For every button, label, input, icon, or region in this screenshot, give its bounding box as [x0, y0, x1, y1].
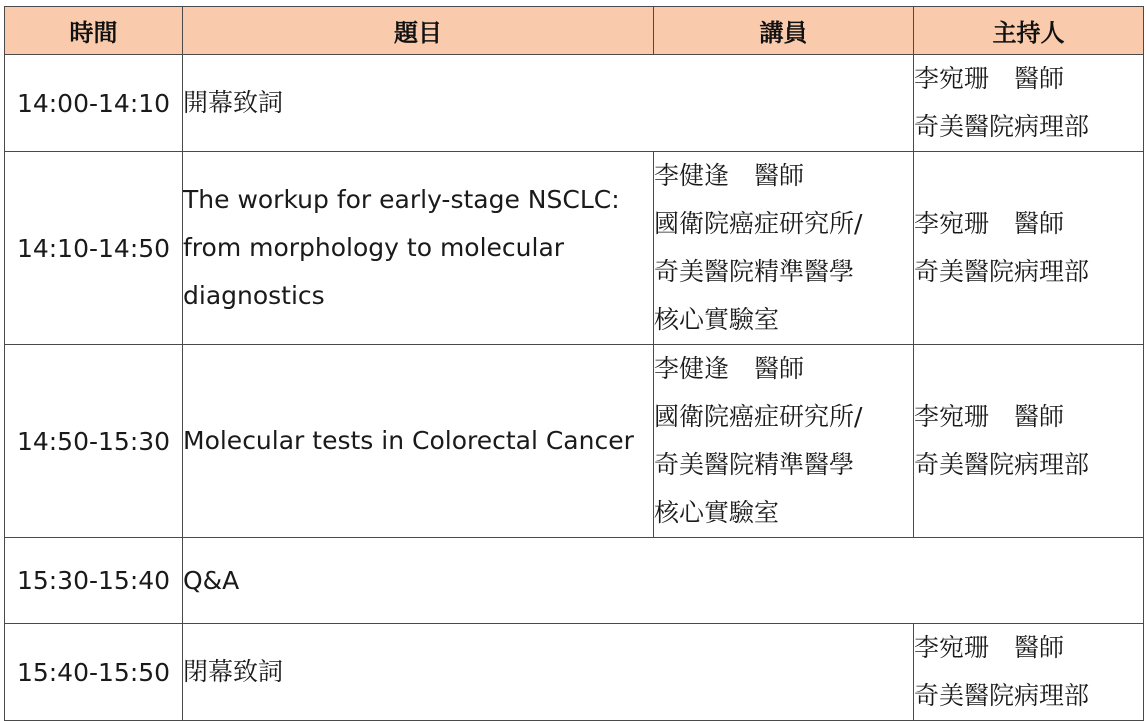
host-name: 李宛珊 醫師	[914, 633, 1065, 662]
speaker-name: 李健逢 醫師	[654, 354, 805, 383]
table-row-opening	[5, 55, 1144, 152]
speaker-affil-3: 核心實驗室	[654, 305, 780, 334]
time-cell: 15:40-15:50	[5, 624, 183, 721]
header-row	[5, 7, 1144, 55]
host-dept: 奇美醫院病理部	[914, 112, 1090, 141]
speaker-name: 李健逢 醫師	[654, 161, 805, 190]
host-name: 李宛珊 醫師	[914, 402, 1065, 431]
header-topic: 題目	[183, 7, 654, 55]
host-name: 李宛珊 醫師	[914, 209, 1065, 238]
topic-cell: 閉幕致詞	[183, 624, 914, 721]
topic-cell: Molecular tests in Colorectal Cancer	[183, 345, 654, 538]
topic-cell: 開幕致詞	[183, 55, 914, 152]
table-row-closing	[5, 624, 1144, 721]
table-row-qa	[5, 538, 1144, 624]
schedule-table	[4, 6, 1144, 721]
topic-cell: The workup for early-stage NSCLC: from morphology to molecular diagnostics	[183, 152, 654, 345]
speaker-cell	[654, 152, 914, 345]
header-time: 時間	[5, 7, 183, 55]
time-cell: 15:30-15:40	[5, 538, 183, 624]
speaker-affil-3: 核心實驗室	[654, 498, 780, 527]
time-cell: 14:50-15:30	[5, 345, 183, 538]
host-cell	[914, 345, 1144, 538]
speaker-affil-1: 國衛院癌症研究所/	[654, 209, 863, 238]
topic-cell: Q&A	[183, 538, 1144, 624]
time-cell: 14:10-14:50	[5, 152, 183, 345]
host-cell	[914, 152, 1144, 345]
host-cell	[914, 624, 1144, 721]
header-host: 主持人	[914, 7, 1144, 55]
host-dept: 奇美醫院病理部	[914, 450, 1090, 479]
host-name: 李宛珊 醫師	[914, 64, 1065, 93]
speaker-cell	[654, 345, 914, 538]
host-cell	[914, 55, 1144, 152]
time-cell: 14:00-14:10	[5, 55, 183, 152]
host-dept: 奇美醫院病理部	[914, 681, 1090, 710]
header-speaker: 講員	[654, 7, 914, 55]
table-row-talk-colorectal	[5, 345, 1144, 538]
host-dept: 奇美醫院病理部	[914, 257, 1090, 286]
table-row-talk-nsclc	[5, 152, 1144, 345]
speaker-affil-1: 國衛院癌症研究所/	[654, 402, 863, 431]
speaker-affil-2: 奇美醫院精準醫學	[654, 450, 855, 479]
speaker-affil-2: 奇美醫院精準醫學	[654, 257, 855, 286]
